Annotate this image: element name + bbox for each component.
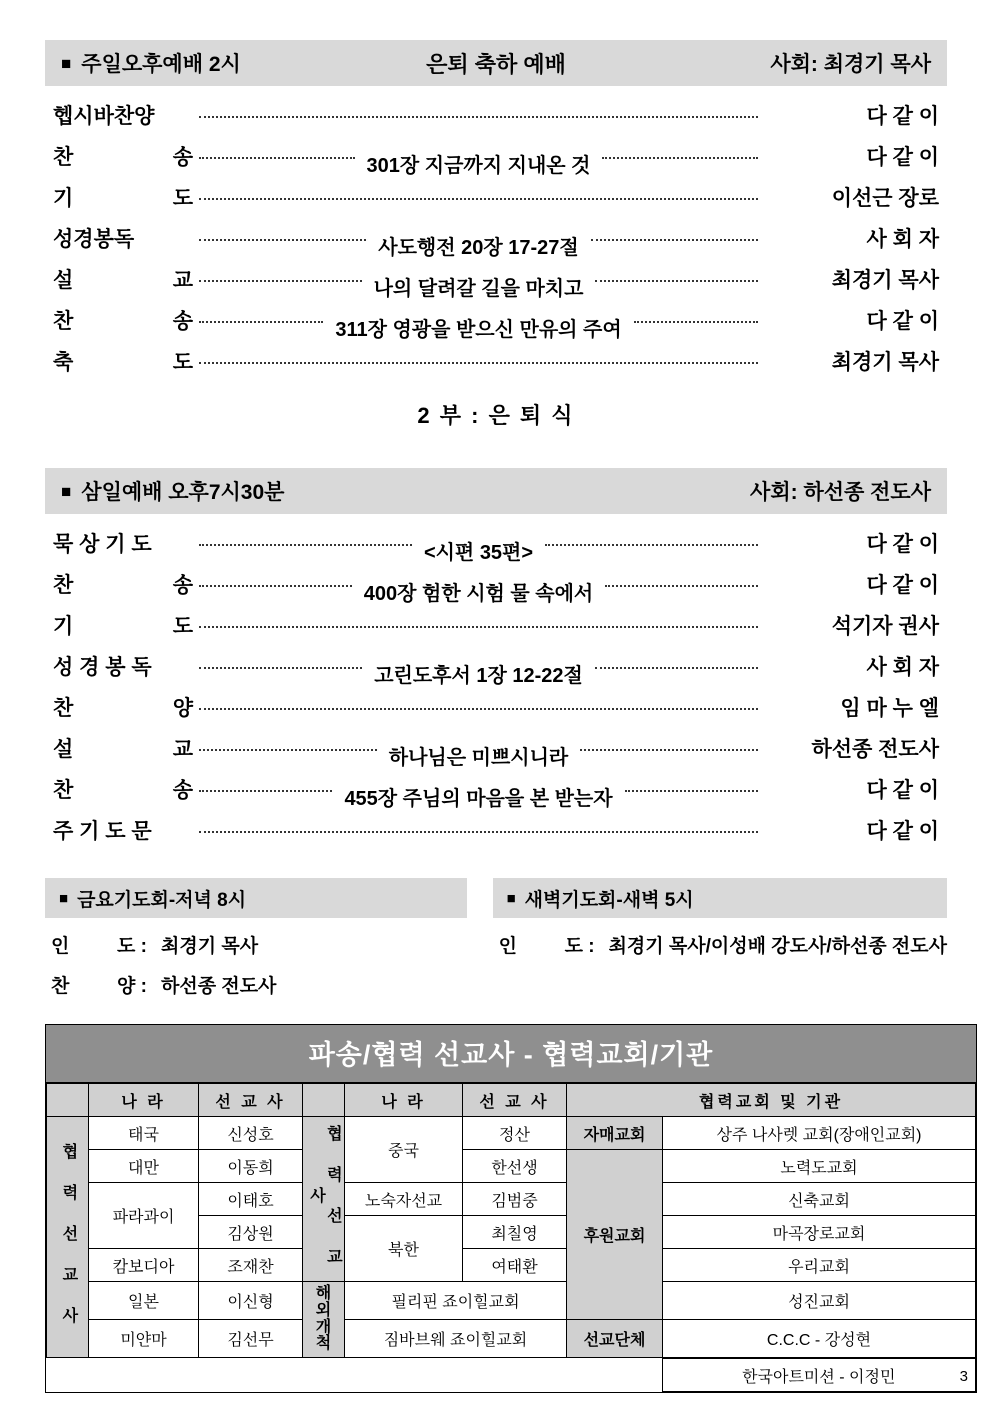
missionary-cell: 이동희 (199, 1150, 303, 1183)
missionary-cell: 이태호 (199, 1183, 303, 1216)
order-title: 사도행전 20장 17-27절 (378, 236, 579, 259)
dot-leader (199, 544, 412, 546)
missionary-cell: 이신형 (199, 1282, 303, 1320)
partner-item: 신축교회 (663, 1183, 976, 1216)
order-row (53, 141, 939, 182)
order-performer: 사 회 자 (866, 656, 939, 679)
order-performer: 최경기 목사 (831, 269, 939, 292)
missionary-cell: 최칠영 (463, 1216, 567, 1249)
order-row (53, 346, 939, 387)
table-row (47, 1084, 976, 1117)
prayer-meetings (45, 878, 947, 998)
missionary-cell: 김상원 (199, 1216, 303, 1249)
dawn-prayer-meeting (493, 878, 947, 998)
country-cell: 북한 (345, 1216, 463, 1282)
category-label: 협 력 선 교 사 (59, 1142, 77, 1327)
order-row (53, 528, 939, 569)
order-middle (193, 272, 764, 301)
order-title: 고린도후서 1장 12-22절 (374, 664, 583, 687)
dot-leader (595, 667, 758, 669)
dot-leader (199, 321, 323, 323)
header-blank-mid (303, 1084, 345, 1117)
dot-leader (625, 790, 758, 792)
order-label-part: 도 (172, 351, 193, 374)
missionary-cell: 김범중 (463, 1183, 567, 1216)
missionary-cell: 정산 (463, 1117, 567, 1150)
mini-key (51, 971, 147, 998)
order-label-part: 교 (172, 738, 193, 761)
table-row (47, 1320, 976, 1358)
header-country-1: 나 라 (89, 1084, 199, 1117)
dot-leader (199, 626, 758, 628)
bullet-square-icon: ■ (59, 889, 69, 907)
order-performer: 최경기 목사 (831, 351, 939, 374)
order-performer: 임 마 누 엘 (840, 697, 939, 720)
order-performer: 다 같 이 (866, 779, 939, 802)
partner-item: C.C.C - 강성현 (663, 1320, 976, 1358)
order-label (53, 610, 193, 640)
order-label: 성경봉독 (53, 228, 135, 251)
page-number: 3 (959, 1368, 968, 1385)
header-partner: 협력교회 및 기관 (567, 1084, 976, 1117)
spacer-cell (344, 1359, 462, 1392)
partner-item: 마곡장로교회 (663, 1216, 976, 1249)
order-label-part: 설 (53, 269, 74, 292)
country-cell: 미얀마 (89, 1320, 199, 1358)
order-performer: 다 같 이 (866, 533, 939, 556)
dot-leader (199, 831, 758, 833)
order-label-part: 도 (172, 615, 193, 638)
dot-leader (199, 239, 366, 241)
order-middle (193, 367, 764, 369)
service-title-left: 주일오후예배 2시 (81, 53, 241, 76)
friday-prayer-title: 금요기도회-저녁 8시 (77, 889, 247, 911)
order-middle (193, 741, 764, 770)
spacer-cell (46, 1359, 88, 1392)
order-middle (193, 313, 764, 342)
dawn-prayer-header (493, 878, 947, 918)
partner-item: 한국아트미션 - 이정민 (662, 1359, 976, 1392)
order-label (53, 774, 193, 804)
friday-prayer-leader-line (45, 931, 467, 958)
order-label-part: 찬 (53, 779, 74, 802)
order-performer: 이선근 장로 (831, 187, 939, 210)
mini-key (51, 931, 147, 958)
order-label (53, 692, 193, 722)
order-middle (193, 631, 764, 633)
order-middle (193, 836, 764, 838)
table-row (47, 1117, 976, 1150)
country-cell: 노숙자선교 (345, 1183, 463, 1216)
order-label-part: 찬 (53, 310, 74, 333)
order-label-part: 축 (53, 351, 74, 374)
dawn-prayer-title: 새벽기도회-새벽 5시 (524, 889, 694, 911)
order-middle (193, 121, 764, 123)
order-title: 311장 영광을 받으신 만유의 주여 (335, 318, 622, 341)
order-label-part: 송 (172, 574, 193, 597)
order-performer: 다 같 이 (866, 574, 939, 597)
order-row (53, 815, 939, 856)
order-label (53, 305, 193, 335)
order-row (53, 569, 939, 610)
order-middle (193, 203, 764, 205)
spacer-cell (566, 1359, 662, 1392)
friday-prayer-praise-line (45, 971, 467, 998)
dot-leader (199, 362, 758, 364)
table-row (47, 1249, 976, 1282)
category-label: 협 력 선 교 사 (307, 1125, 342, 1268)
order-row (53, 264, 939, 305)
mini-key-part: 인 (51, 936, 70, 957)
spacer-cell (198, 1359, 302, 1392)
order-performer: 하선종 전도사 (811, 738, 939, 761)
order-performer: 사 회 자 (866, 228, 939, 251)
order-label-part: 찬 (53, 574, 74, 597)
category-cooperating-missionary-left (47, 1117, 89, 1358)
friday-prayer-header (45, 878, 467, 918)
dot-leader (545, 544, 758, 546)
dot-leader (199, 749, 377, 751)
order-row (53, 182, 939, 223)
order-middle (193, 782, 764, 811)
bullet-square-icon: ■ (61, 481, 72, 501)
order-middle (193, 659, 764, 688)
order-title: <시편 35편> (423, 541, 534, 564)
order-row (53, 774, 939, 815)
bullet-square-icon: ■ (506, 889, 516, 907)
dawn-prayer-leader-line (493, 931, 947, 958)
order-label (53, 182, 193, 212)
order-label-part: 찬 (53, 697, 74, 720)
order-title: 455장 주님의 마음을 본 받는자 (344, 787, 613, 810)
dot-leader (199, 790, 332, 792)
mini-key (499, 931, 595, 958)
table-row (47, 1150, 976, 1183)
spacer-cell (302, 1359, 344, 1392)
category-cooperating-missionary-mid (303, 1117, 345, 1282)
order-performer: 다 같 이 (866, 310, 939, 333)
partner-group-label: 자매교회 (567, 1117, 663, 1150)
mission-table-grid-tail (46, 1358, 976, 1392)
order-row (53, 692, 939, 733)
table-row (46, 1359, 976, 1392)
order-title: 301장 지금까지 지내온 것 (366, 154, 591, 177)
mini-key-part: 양 : (117, 976, 147, 997)
order-label-part: 기 (53, 187, 74, 210)
order-performer: 석기자 권사 (831, 615, 939, 638)
order-label (53, 141, 193, 171)
country-cell: 파라과이 (89, 1183, 199, 1249)
order-performer: 다 같 이 (866, 105, 939, 128)
order-label (53, 346, 193, 376)
order-label-part: 송 (172, 310, 193, 333)
table-row (47, 1282, 976, 1320)
country-cell: 캄보디아 (89, 1249, 199, 1282)
order-middle (193, 536, 764, 565)
dot-leader (634, 321, 758, 323)
order-performer: 다 같 이 (866, 820, 939, 843)
mission-table (45, 1024, 977, 1393)
bullet-square-icon: ■ (61, 53, 72, 73)
service-title-center: 은퇴 축하 예배 (426, 51, 566, 77)
dot-leader (605, 585, 758, 587)
missionary-cell: 조재찬 (199, 1249, 303, 1282)
order-label (53, 569, 193, 599)
order-middle (193, 149, 764, 178)
order-row (53, 733, 939, 774)
service-order-wednesday (45, 528, 947, 856)
country-cell: 태국 (89, 1117, 199, 1150)
dot-leader (595, 280, 758, 282)
header-country-2: 나 라 (345, 1084, 463, 1117)
dot-leader (199, 280, 362, 282)
service-header-sunday-afternoon (45, 40, 947, 86)
partner-item: 우리교회 (663, 1249, 976, 1282)
order-label-part: 찬 (53, 146, 74, 169)
mini-value: 최경기 목사/이성배 강도사/하선종 전도사 (608, 936, 947, 957)
service-title-left: 삼일예배 오후7시30분 (81, 481, 285, 504)
table-row (47, 1183, 976, 1216)
category-label: 해외개척 (315, 1285, 332, 1353)
mini-key-part: 찬 (51, 976, 70, 997)
order-middle (193, 577, 764, 606)
mini-key-part: 도 : (564, 936, 595, 957)
order-middle (193, 231, 764, 260)
order-label-part: 양 (172, 697, 193, 720)
order-label: 헵시바찬양 (53, 105, 155, 128)
overseas-church: 필리핀 죠이힐교회 (345, 1282, 567, 1320)
order-middle (193, 713, 764, 715)
partner-item: 성진교회 (663, 1282, 976, 1320)
missionary-cell: 여태환 (463, 1249, 567, 1282)
order-label: 묵 상 기 도 (53, 533, 152, 556)
partner-item: 상주 나사렛 교회(장애인교회) (663, 1117, 976, 1150)
dot-leader (199, 157, 355, 159)
country-cell: 중국 (345, 1117, 463, 1183)
service-order-sunday-afternoon (45, 100, 947, 387)
dot-leader (199, 708, 758, 710)
order-label-part: 교 (172, 269, 193, 292)
service-leader: 사회: 하선종 전도사 (750, 481, 931, 504)
dot-leader (199, 585, 352, 587)
order-title: 400장 험한 시험 물 속에서 (363, 582, 594, 605)
dot-leader (602, 157, 758, 159)
mission-table-title: 파송/협력 선교사 - 협력교회/기관 (46, 1025, 976, 1083)
mini-value: 하선종 전도사 (161, 976, 277, 997)
partner-group-label: 선교단체 (567, 1320, 663, 1358)
partner-item: 노력도교회 (663, 1150, 976, 1183)
dot-leader (199, 116, 758, 118)
order-label-part: 송 (172, 146, 193, 169)
order-label-part: 기 (53, 615, 74, 638)
order-label (53, 264, 193, 294)
order-label-part: 도 (172, 187, 193, 210)
dot-leader (580, 749, 758, 751)
service-header-wednesday (45, 468, 947, 514)
friday-prayer-meeting (45, 878, 467, 998)
overseas-church: 짐바브웨 죠이힐교회 (345, 1320, 567, 1358)
order-label: 성 경 봉 독 (53, 656, 152, 679)
dot-leader (199, 198, 758, 200)
order-label: 주 기 도 문 (53, 820, 152, 843)
missionary-cell: 김선무 (199, 1320, 303, 1358)
order-row (53, 651, 939, 692)
order-title: 하나님은 미쁘시니라 (388, 746, 569, 769)
header-blank-left (47, 1084, 89, 1117)
missionary-cell: 한선생 (463, 1150, 567, 1183)
spacer-cell (88, 1359, 198, 1392)
mini-key-part: 인 (498, 936, 517, 957)
category-overseas-pioneering (303, 1282, 345, 1358)
header-missionary-1: 선 교 사 (199, 1084, 303, 1117)
country-cell: 일본 (89, 1282, 199, 1320)
order-row (53, 610, 939, 651)
dot-leader (199, 667, 362, 669)
order-title: 나의 달려갈 길을 마치고 (373, 277, 584, 300)
retirement-ceremony-note: 2 부 : 은 퇴 식 (417, 403, 575, 428)
spacer-cell (462, 1359, 566, 1392)
missionary-cell: 신성호 (199, 1117, 303, 1150)
mini-key-part: 도 : (117, 936, 147, 957)
order-label (53, 733, 193, 763)
dot-leader (591, 239, 758, 241)
mini-value: 최경기 목사 (161, 936, 259, 957)
order-label-part: 송 (172, 779, 193, 802)
order-label-part: 설 (53, 738, 74, 761)
order-row (53, 305, 939, 346)
header-missionary-2: 선 교 사 (463, 1084, 567, 1117)
service-leader: 사회: 최경기 목사 (770, 53, 931, 76)
mission-table-grid (46, 1083, 976, 1358)
partner-group-label: 후원교회 (567, 1150, 663, 1320)
order-row (53, 223, 939, 264)
country-cell: 대만 (89, 1150, 199, 1183)
order-row (53, 100, 939, 141)
order-performer: 다 같 이 (866, 146, 939, 169)
